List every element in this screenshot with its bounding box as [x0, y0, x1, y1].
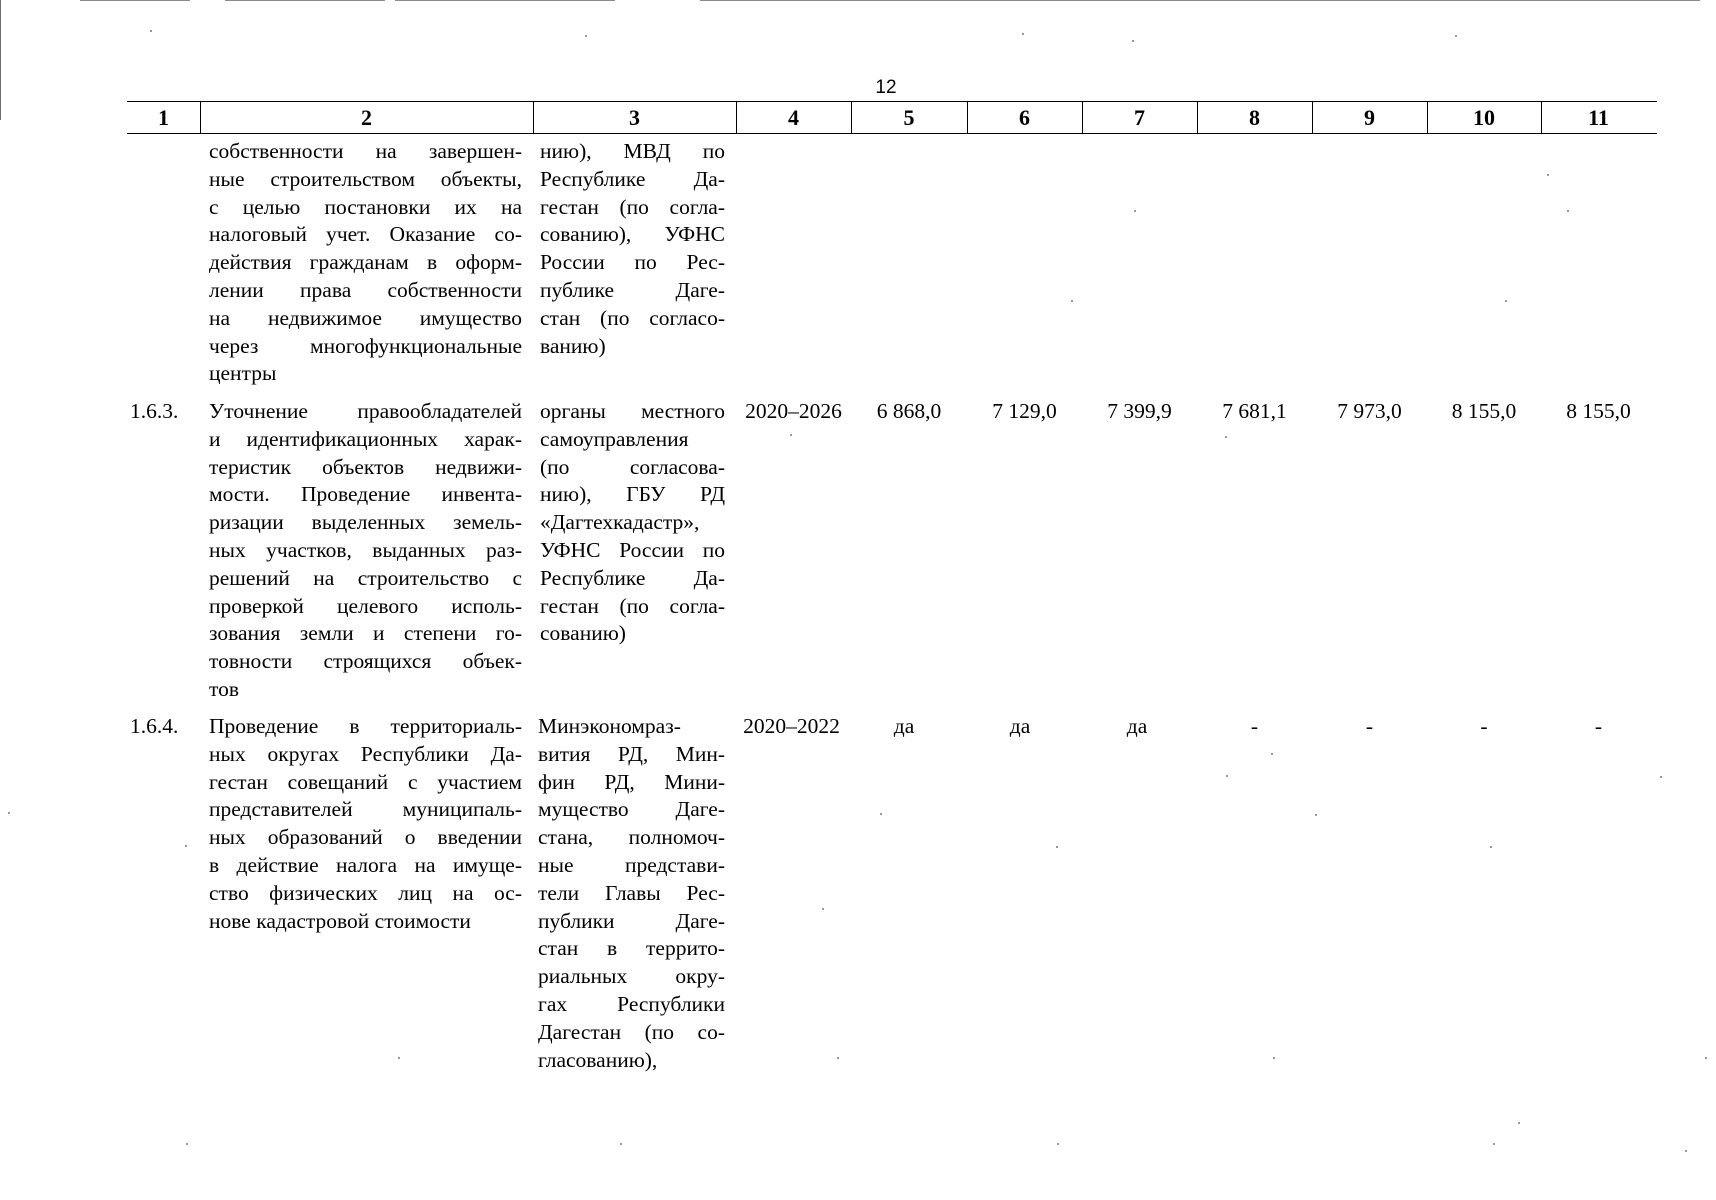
scan-speck [1518, 1122, 1520, 1124]
scan-speck [398, 1057, 400, 1059]
text-line: «Дагтехкадастр», [540, 510, 700, 535]
text-line: нию), ГБУ РД [540, 482, 725, 507]
column-header: 3 [629, 105, 640, 130]
text-line: решений на строительство с [209, 565, 522, 590]
value-cell: - [1250, 714, 1259, 738]
table-row-description [209, 398, 522, 704]
text-line: ство физических лиц на ос- [209, 880, 522, 905]
text-line: публике Даге- [540, 277, 725, 302]
text-line: гестан (по согла- [540, 593, 725, 618]
scan-speck [1225, 436, 1227, 438]
column-header: 4 [788, 105, 799, 130]
column-header: 7 [1134, 105, 1145, 130]
scan-speck [1547, 174, 1549, 176]
text-line: России по Рес- [540, 250, 725, 275]
scan-speck [1660, 776, 1662, 778]
text-line: нию), МВД по [540, 139, 725, 163]
value-cell: 8 155,0 [1451, 399, 1517, 423]
text-line: ные строительством объекты, [209, 166, 522, 191]
scan-speck [1273, 1057, 1275, 1059]
column-header: 8 [1249, 105, 1260, 130]
text-line: Проведение в территориаль- [209, 714, 522, 738]
value-cell: - [1594, 714, 1603, 738]
scan-edge [0, 0, 1, 120]
text-line: стана, полномоч- [538, 825, 725, 850]
text-line: вития РД, Мин- [538, 741, 725, 766]
column-header: 5 [903, 105, 915, 130]
column-header: 9 [1364, 105, 1375, 130]
text-line: представителей муниципаль- [209, 797, 522, 822]
text-line: Республике Да- [540, 565, 725, 590]
row-number: 1.6.3. [130, 399, 179, 423]
scan-speck [822, 908, 824, 910]
text-line: зования земли и степени го- [209, 621, 522, 646]
column-header: 1 [158, 105, 169, 130]
text-line: ных округах Республики Да- [209, 741, 522, 766]
text-line: ванию) [540, 333, 606, 358]
scan-speck [1134, 210, 1136, 212]
text-line: органы местного [540, 399, 725, 423]
scan-edge [80, 0, 190, 1]
text-line: мущество Даге- [538, 797, 725, 822]
column-header: 6 [1019, 105, 1030, 130]
text-line: мости. Проведение инвента- [209, 482, 522, 507]
text-line: действия гражданам в оформ- [209, 250, 522, 275]
scan-speck [1271, 753, 1273, 755]
scan-speck [1315, 814, 1317, 816]
text-line: гласованию), [538, 1047, 658, 1072]
scan-speck [185, 845, 187, 847]
scan-speck [790, 434, 792, 436]
text-line: собственности на завершен- [209, 139, 522, 163]
scan-speck [1056, 846, 1058, 848]
scan-speck [1057, 1143, 1059, 1145]
text-line: проверкой целевого исполь- [209, 593, 522, 618]
column-header: 10 [1473, 105, 1495, 130]
text-line: ных образований о введении [209, 825, 522, 850]
text-line: УФНС России по [540, 537, 725, 562]
table-row-description [209, 138, 522, 388]
text-line: лении права собственности [209, 277, 522, 302]
scan-speck [1455, 35, 1457, 37]
scan-speck [1505, 300, 1507, 302]
row-number: 1.6.4. [130, 714, 179, 738]
scan-speck [837, 1057, 839, 1059]
value-cell: да [1126, 714, 1148, 738]
value-cell: 7 129,0 [992, 399, 1057, 423]
text-line: гестан (по согла- [540, 194, 725, 219]
page-number: 12 [875, 77, 897, 98]
text-line: Республике Да- [540, 166, 725, 191]
scan-speck [1132, 40, 1134, 42]
text-line: самоуправления [540, 426, 689, 451]
value-cell: 8 155,0 [1566, 399, 1631, 423]
scan-speck [150, 30, 152, 32]
text-line: сованию), УФНС [540, 222, 725, 247]
scan-speck [1705, 1057, 1707, 1059]
value-cell: - [1365, 714, 1374, 738]
column-header: 11 [1588, 105, 1609, 130]
value-cell: да [1009, 714, 1031, 738]
text-line: на недвижимое имущество [209, 305, 522, 330]
period-cell: 2020–2026 [745, 399, 842, 423]
table-row-executors [540, 138, 725, 360]
scan-speck [1567, 210, 1569, 212]
text-line: тели Главы Рес- [538, 880, 725, 905]
text-line: ных участков, выданных раз- [209, 537, 522, 562]
table-row-executors [538, 713, 725, 1074]
scan-speck [1685, 1150, 1687, 1152]
text-line: гах Республики [538, 991, 725, 1016]
value-cell: - [1480, 714, 1488, 738]
scan-speck [1493, 1143, 1495, 1145]
value-cell: 7 681,1 [1222, 399, 1287, 423]
text-line: риальных окру- [538, 964, 725, 989]
text-line: Уточнение правообладателей [209, 399, 522, 423]
scan-speck [1226, 775, 1228, 777]
text-line: налоговый учет. Оказание со- [209, 222, 522, 247]
scan-speck [186, 1143, 188, 1145]
table-row-executors [540, 398, 725, 648]
text-line: стан в террито- [538, 936, 725, 961]
text-line: Дагестан (по со- [538, 1019, 725, 1044]
text-line: теристик объектов недвижи- [209, 454, 522, 479]
scan-edge [700, 0, 1700, 1]
scan-edge [225, 0, 385, 1]
scan-speck [620, 1143, 622, 1145]
text-line: публики Даге- [538, 908, 725, 933]
period-cell: 2020–2022 [743, 714, 840, 738]
value-cell: 7 399,9 [1107, 399, 1172, 423]
text-line: фин РД, Мини- [538, 769, 725, 794]
scan-speck [1022, 33, 1024, 35]
text-line: в действие налога на имуще- [209, 852, 522, 877]
value-cell: 7 973,0 [1337, 399, 1402, 423]
column-header: 2 [361, 105, 372, 130]
text-line: через многофункциональные [209, 333, 522, 358]
value-cell: 6 868,0 [876, 399, 942, 423]
text-line: нове кадастровой стоимости [209, 908, 471, 933]
text-line: (по согласова- [540, 454, 725, 479]
text-line: сованию) [540, 621, 626, 646]
text-line: тов [209, 676, 240, 701]
scan-speck [8, 812, 10, 814]
table-row-description [209, 713, 522, 935]
text-line: гестан совещаний с участием [209, 769, 522, 794]
text-line: и идентификационных харак- [209, 426, 522, 451]
text-line: ризации выделенных земель- [209, 510, 522, 535]
scan-speck [1071, 300, 1073, 302]
text-line: Минэкономраз- [538, 714, 681, 738]
scan-speck [1490, 846, 1492, 848]
scan-edge [395, 0, 615, 1]
text-line: товности строящихся объек- [209, 649, 522, 674]
text-line: с целью постановки их на [209, 194, 522, 219]
scan-speck [880, 813, 882, 815]
text-line: ные представи- [538, 852, 725, 877]
text-line: центры [209, 361, 277, 386]
scan-speck [585, 35, 587, 37]
text-line: стан (по согласо- [540, 305, 725, 330]
value-cell: да [893, 714, 915, 738]
